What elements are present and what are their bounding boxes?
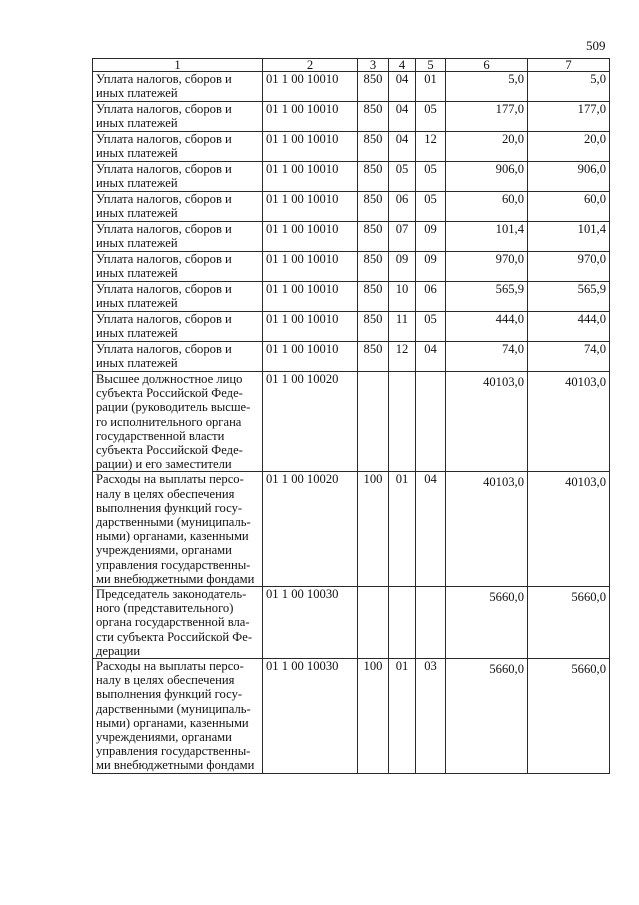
- table-row: [93, 132, 610, 162]
- table-row: [93, 659, 610, 774]
- expense-type-cell: 100: [358, 659, 389, 774]
- section-cell: 04: [389, 132, 416, 162]
- section-cell: 01: [389, 659, 416, 774]
- header-cell: 5: [416, 59, 446, 72]
- expense-name-line: Уплата налогов, сборов и: [96, 312, 232, 326]
- subsection-cell: 05: [416, 312, 446, 342]
- expense-name-cell: [93, 162, 263, 192]
- subsection-cell: [416, 587, 446, 659]
- expense-name-line: иных платежей: [96, 176, 178, 191]
- amount-col7-cell: 20,0: [528, 132, 610, 162]
- section-cell: 09: [389, 252, 416, 282]
- subsection-cell: 01: [416, 72, 446, 102]
- table-row: [93, 472, 610, 587]
- target-code-cell: 01 1 00 10010: [263, 282, 358, 312]
- amount-col6-cell: 74,0: [446, 342, 528, 372]
- expense-name-line: сти субъекта Российской Фе-: [96, 629, 253, 644]
- expense-name-line: государственной власти: [96, 428, 225, 443]
- target-code-cell: 01 1 00 10020: [263, 372, 358, 472]
- subsection-cell: 09: [416, 252, 446, 282]
- expense-name-line: ными) органами, казенными: [96, 715, 249, 730]
- expense-name-line: иных платежей: [96, 146, 178, 161]
- expense-name-line: рации) и его заместители: [96, 457, 232, 472]
- expense-name-line: ными) органами, казенными: [96, 529, 249, 544]
- table-row: [93, 72, 610, 102]
- expense-name-line: Расходы на выплаты персо-: [96, 472, 244, 487]
- subsection-cell: 06: [416, 282, 446, 312]
- section-cell: 04: [389, 72, 416, 102]
- expense-name-line: го исполнительного органа: [96, 414, 242, 429]
- amount-col6-cell: 444,0: [446, 312, 528, 342]
- section-cell: 10: [389, 282, 416, 312]
- expense-name-line: дарственными (муниципаль-: [96, 701, 251, 716]
- target-code-cell: 01 1 00 10020: [263, 472, 358, 587]
- subsection-cell: 05: [416, 192, 446, 222]
- expense-name-cell: [93, 282, 263, 312]
- expense-name-cell: [93, 587, 263, 659]
- expense-name-line: выполнения функций госу-: [96, 500, 243, 515]
- expense-name-line: Уплата налогов, сборов и: [96, 192, 232, 206]
- table-body: [93, 59, 610, 774]
- table-row: [93, 102, 610, 132]
- expense-name-line: дерации: [96, 643, 141, 658]
- expense-name-cell: [93, 342, 263, 372]
- expense-name-line: Уплата налогов, сборов и: [96, 132, 232, 146]
- amount-col6-cell: 20,0: [446, 132, 528, 162]
- amount-col7-cell: 60,0: [528, 192, 610, 222]
- expense-name-cell: [93, 72, 263, 102]
- section-cell: 05: [389, 162, 416, 192]
- budget-table: [92, 58, 610, 774]
- expense-name-line: ми внебюджетными фондами: [96, 571, 255, 586]
- target-code-cell: 01 1 00 10010: [263, 132, 358, 162]
- expense-name-line: рации (руководитель высше-: [96, 400, 251, 415]
- target-code-cell: 01 1 00 10010: [263, 192, 358, 222]
- target-code-cell: 01 1 00 10030: [263, 587, 358, 659]
- amount-col6-cell: 5660,0: [446, 587, 528, 659]
- amount-col6-cell: 177,0: [446, 102, 528, 132]
- target-code-cell: 01 1 00 10030: [263, 659, 358, 774]
- expense-type-cell: 850: [358, 342, 389, 372]
- expense-name-line: иных платежей: [96, 236, 178, 251]
- expense-type-cell: 850: [358, 162, 389, 192]
- amount-col6-cell: 40103,0: [446, 472, 528, 587]
- expense-name-line: иных платежей: [96, 206, 178, 221]
- expense-name-line: Уплата налогов, сборов и: [96, 222, 232, 236]
- expense-name-line: ного (представительного): [96, 601, 234, 616]
- table-row: [93, 372, 610, 472]
- expense-type-cell: 850: [358, 132, 389, 162]
- header-cell: 2: [263, 59, 358, 72]
- amount-col7-cell: 5660,0: [528, 659, 610, 774]
- table-row: [93, 312, 610, 342]
- target-code-cell: 01 1 00 10010: [263, 342, 358, 372]
- expense-name-line: иных платежей: [96, 296, 178, 311]
- expense-name-cell: [93, 659, 263, 774]
- header-cell: 6: [446, 59, 528, 72]
- table-row: [93, 282, 610, 312]
- target-code-cell: 01 1 00 10010: [263, 102, 358, 132]
- target-code-cell: 01 1 00 10010: [263, 312, 358, 342]
- target-code-cell: 01 1 00 10010: [263, 162, 358, 192]
- amount-col7-cell: 565,9: [528, 282, 610, 312]
- expense-type-cell: [358, 372, 389, 472]
- expense-name-cell: [93, 312, 263, 342]
- expense-type-cell: 850: [358, 222, 389, 252]
- expense-name-line: иных платежей: [96, 326, 178, 341]
- amount-col7-cell: 5,0: [528, 72, 610, 102]
- amount-col7-cell: 5660,0: [528, 587, 610, 659]
- subsection-cell: 05: [416, 162, 446, 192]
- expense-name-line: Уплата налогов, сборов и: [96, 72, 232, 86]
- subsection-cell: 04: [416, 472, 446, 587]
- header-cell: 4: [389, 59, 416, 72]
- amount-col6-cell: 5660,0: [446, 659, 528, 774]
- expense-type-cell: 850: [358, 252, 389, 282]
- section-cell: 06: [389, 192, 416, 222]
- expense-name-line: субъекта Российской Феде-: [96, 443, 243, 458]
- amount-col6-cell: 565,9: [446, 282, 528, 312]
- amount-col6-cell: 40103,0: [446, 372, 528, 472]
- expense-name-cell: [93, 222, 263, 252]
- expense-name-cell: [93, 252, 263, 282]
- subsection-cell: 03: [416, 659, 446, 774]
- amount-col7-cell: 40103,0: [528, 472, 610, 587]
- table-row: [93, 342, 610, 372]
- target-code-cell: 01 1 00 10010: [263, 252, 358, 282]
- expense-name-line: учреждениями, органами: [96, 730, 232, 745]
- expense-name-line: управления государственны-: [96, 744, 251, 759]
- expense-type-cell: 850: [358, 102, 389, 132]
- expense-name-line: налу в целях обеспечения: [96, 673, 235, 688]
- amount-col6-cell: 60,0: [446, 192, 528, 222]
- table-header-row: [93, 59, 610, 72]
- subsection-cell: [416, 372, 446, 472]
- expense-name-line: выполнения функций госу-: [96, 687, 243, 702]
- subsection-cell: 04: [416, 342, 446, 372]
- table-row: [93, 192, 610, 222]
- subsection-cell: 05: [416, 102, 446, 132]
- expense-name-line: налу в целях обеспечения: [96, 486, 235, 501]
- section-cell: 07: [389, 222, 416, 252]
- expense-name-line: Уплата налогов, сборов и: [96, 342, 232, 356]
- table-row: [93, 222, 610, 252]
- amount-col7-cell: 101,4: [528, 222, 610, 252]
- amount-col6-cell: 5,0: [446, 72, 528, 102]
- page-number: 509: [586, 38, 606, 53]
- expense-name-line: субъекта Российской Феде-: [96, 386, 243, 401]
- expense-name-line: Высшее должностное лицо: [96, 372, 243, 386]
- amount-col6-cell: 970,0: [446, 252, 528, 282]
- amount-col7-cell: 444,0: [528, 312, 610, 342]
- expense-type-cell: 100: [358, 472, 389, 587]
- expense-name-line: ми внебюджетными фондами: [96, 758, 255, 773]
- expense-type-cell: 850: [358, 72, 389, 102]
- expense-name-line: иных платежей: [96, 86, 178, 101]
- amount-col6-cell: 101,4: [446, 222, 528, 252]
- amount-col7-cell: 970,0: [528, 252, 610, 282]
- expense-name-line: Уплата налогов, сборов и: [96, 162, 232, 176]
- expense-name-line: иных платежей: [96, 356, 178, 371]
- expense-name-line: Председатель законодатель-: [96, 587, 247, 602]
- expense-name-line: управления государственны-: [96, 557, 251, 572]
- expense-type-cell: [358, 587, 389, 659]
- section-cell: 04: [389, 102, 416, 132]
- section-cell: [389, 587, 416, 659]
- section-cell: 01: [389, 472, 416, 587]
- header-cell: 3: [358, 59, 389, 72]
- amount-col7-cell: 906,0: [528, 162, 610, 192]
- expense-name-cell: [93, 372, 263, 472]
- amount-col7-cell: 177,0: [528, 102, 610, 132]
- expense-name-line: иных платежей: [96, 116, 178, 131]
- amount-col7-cell: 74,0: [528, 342, 610, 372]
- section-cell: 12: [389, 342, 416, 372]
- section-cell: [389, 372, 416, 472]
- table-row: [93, 162, 610, 192]
- section-cell: 11: [389, 312, 416, 342]
- table-row: [93, 252, 610, 282]
- header-cell: 1: [93, 59, 263, 72]
- header-cell: 7: [528, 59, 610, 72]
- expense-name-line: органа государственной вла-: [96, 615, 250, 630]
- expense-name-line: Расходы на выплаты персо-: [96, 659, 244, 674]
- amount-col7-cell: 40103,0: [528, 372, 610, 472]
- expense-name-line: Уплата налогов, сборов и: [96, 252, 232, 266]
- expense-type-cell: 850: [358, 192, 389, 222]
- expense-name-line: иных платежей: [96, 266, 178, 281]
- amount-col6-cell: 906,0: [446, 162, 528, 192]
- expense-name-cell: [93, 132, 263, 162]
- subsection-cell: 09: [416, 222, 446, 252]
- expense-name-cell: [93, 192, 263, 222]
- target-code-cell: 01 1 00 10010: [263, 222, 358, 252]
- expense-name-line: Уплата налогов, сборов и: [96, 102, 232, 116]
- target-code-cell: 01 1 00 10010: [263, 72, 358, 102]
- expense-name-cell: [93, 472, 263, 587]
- expense-type-cell: 850: [358, 312, 389, 342]
- expense-type-cell: 850: [358, 282, 389, 312]
- expense-name-line: Уплата налогов, сборов и: [96, 282, 232, 296]
- expense-name-line: дарственными (муниципаль-: [96, 515, 251, 530]
- table-row: [93, 587, 610, 659]
- expense-name-line: учреждениями, органами: [96, 543, 232, 558]
- subsection-cell: 12: [416, 132, 446, 162]
- expense-name-cell: [93, 102, 263, 132]
